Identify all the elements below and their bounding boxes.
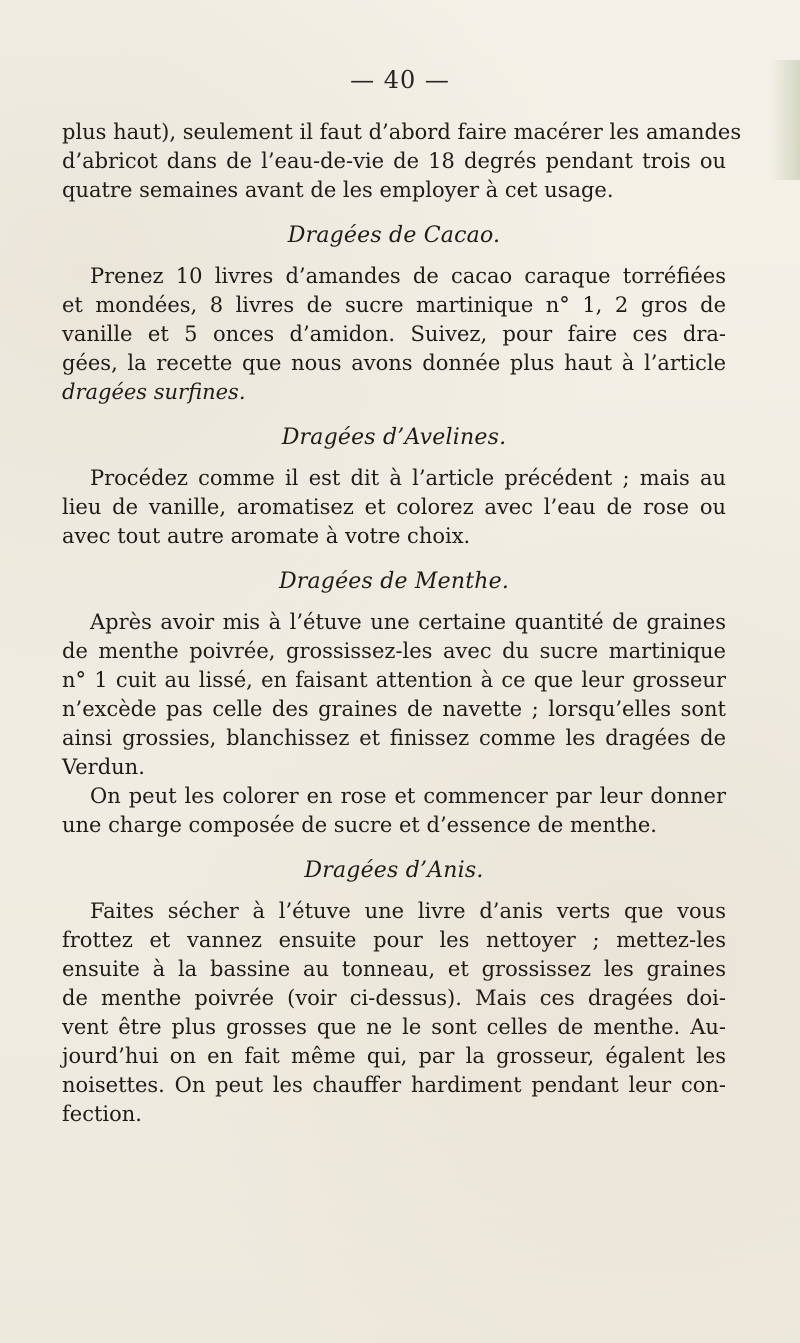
paragraph-3	[62, 464, 726, 551]
text-line: jourd’hui on en fait même qui, par la grosseur, égalent les	[62, 1044, 726, 1068]
text-line: ensuite à la bassine au tonneau, et grossissez les graines	[62, 957, 726, 981]
text-line: fection.	[62, 1102, 142, 1126]
section-heading-anis: Dragées d’Anis.	[304, 858, 484, 883]
text-line: Après avoir mis à l’étuve une certaine quantité de graines	[90, 610, 726, 634]
text-line: et mondées, 8 livres de sucre martinique n° 1, 2 gros de	[62, 293, 726, 317]
text-line: gées, la recette que nous avons donnée plus haut à l’article	[62, 351, 726, 375]
paragraph-1	[62, 118, 742, 205]
text-line: dragées surfines.	[62, 380, 246, 404]
text-line: plus haut), seulement il faut d’abord faire macérer les amandes	[62, 120, 742, 144]
text-line: On peut les colorer en rose et commencer par leur donner	[90, 784, 726, 808]
paragraph-5	[62, 782, 726, 840]
text-line: d’abricot dans de l’eau-de-vie de 18 degrés pendant trois ou	[62, 149, 726, 173]
text-line: lieu de vanille, aromatisez et colorez avec l’eau de rose ou	[62, 495, 726, 519]
text-line: avec tout autre aromate à votre choix.	[62, 524, 471, 548]
text-line: Verdun.	[62, 755, 145, 779]
text-line: vent être plus grosses que ne le sont celles de menthe. Au-	[62, 1015, 726, 1039]
text-line: n° 1 cuit au lissé, en faisant attention à ce que leur grosseur	[62, 668, 726, 692]
text-line: Prenez 10 livres d’amandes de cacao caraque torréfiées	[90, 264, 726, 288]
page-number: — 40 —	[350, 66, 450, 94]
paragraph-2	[62, 262, 726, 407]
text-line: noisettes. On peut les chauffer hardiment pendant leur con-	[62, 1073, 726, 1097]
section-heading-avelines: Dragées d’Avelines.	[281, 425, 507, 450]
text-line: ainsi grossies, blanchissez et finissez comme les dragées de	[62, 726, 726, 750]
text-line: n’excède pas celle des graines de navette ; lorsqu’elles sont	[62, 697, 726, 721]
section-heading-menthe: Dragées de Menthe.	[278, 569, 510, 594]
paragraph-4	[62, 608, 726, 782]
text-line: Procédez comme il est dit à l’article précédent ; mais au	[90, 466, 726, 490]
text-line: Faites sécher à l’étuve une livre d’anis verts que vous	[90, 899, 726, 923]
page-content	[62, 118, 742, 1129]
section-heading-cacao: Dragées de Cacao.	[287, 223, 501, 248]
text-line: vanille et 5 onces d’amidon. Suivez, pour faire ces dra-	[62, 322, 726, 346]
text-line: quatre semaines avant de les employer à cet usage.	[62, 178, 614, 202]
text-line: de menthe poivrée, grossissez-les avec du sucre martinique	[62, 639, 726, 663]
text-line: frottez et vannez ensuite pour les nettoyer ; mettez-les	[62, 928, 726, 952]
paragraph-6	[62, 897, 726, 1129]
text-line: de menthe poivrée (voir ci-dessus). Mais ces dragées doi-	[62, 986, 726, 1010]
text-line: une charge composée de sucre et d’essence de menthe.	[62, 813, 657, 837]
